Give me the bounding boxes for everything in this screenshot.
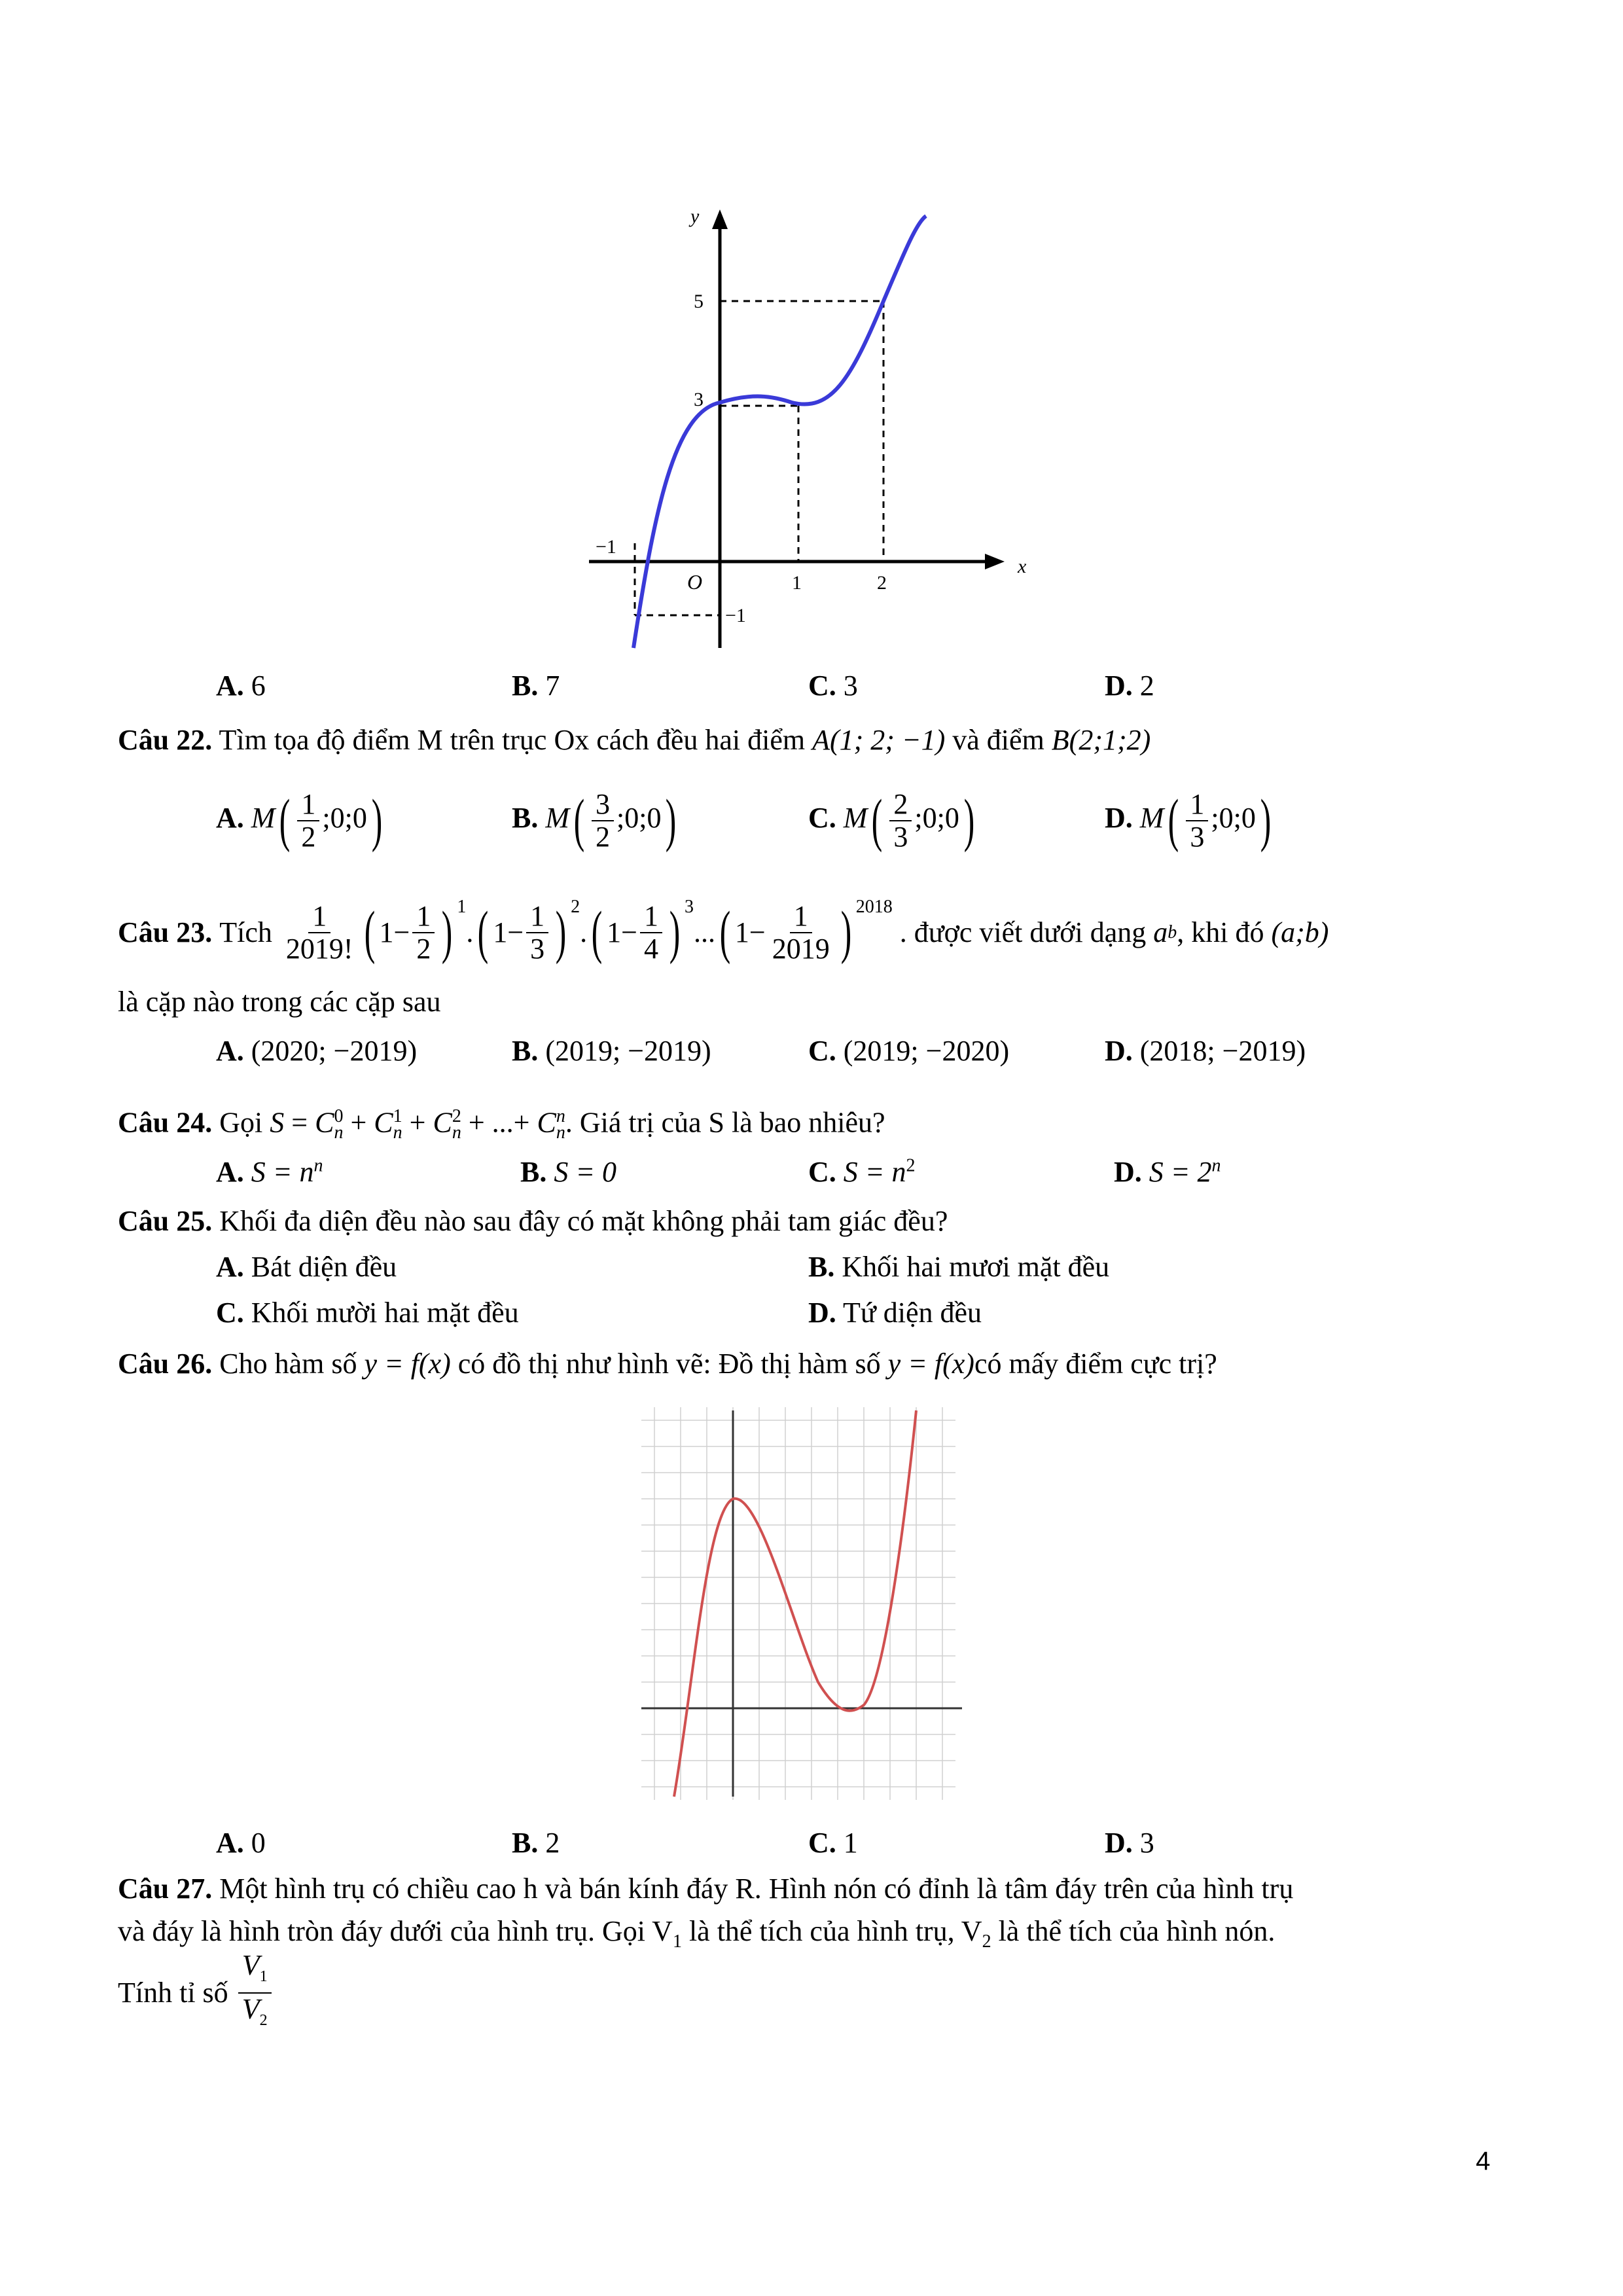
label-5: 5 xyxy=(694,291,704,312)
cubic-graph-q21 xyxy=(576,196,1060,655)
q25-option-b[interactable]: B. Khối hai mươi mặt đều xyxy=(808,1251,1110,1283)
q21-option-a[interactable]: A. 6 xyxy=(216,670,266,702)
q21-options xyxy=(0,669,1623,708)
q27-line1: Câu 27. Một hình trụ có chiều cao h và bán kính đáy R. Hình nón có đỉnh là tâm đáy trên của hình trụ xyxy=(118,1873,1294,1905)
q22-option-a[interactable]: A. M( $\frac{1}{2}$ ;0;0) xyxy=(216,788,383,853)
q24-option-c[interactable]: C. $S = n^2$ xyxy=(808,1155,916,1188)
label-y: y xyxy=(690,206,700,227)
q23-line2: là cặp nào trong các cặp sau xyxy=(118,986,441,1018)
q21-option-c[interactable]: C. 3 xyxy=(808,670,858,702)
q22-option-c[interactable]: C. M( $\frac{2}{3}$ ;0;0) xyxy=(808,788,975,853)
label-2: 2 xyxy=(877,572,887,594)
q23-question: Câu 23. Tích $\frac{1}{2019!}$ ( 1− $\frac{1}{2}$ ) 1 . ( 1− $\frac{1}{3}$ ) 2 . ( 1− $\frac{1}{4}$ ) 3 ... ( 1− $\frac{1}{2019}$ ) 2018 . được viết dưới dạng a b , khi đó (a;b) xyxy=(118,897,1329,965)
q23-option-a[interactable]: A. (2020; −2019) xyxy=(216,1035,418,1067)
q22-question: Câu 22. Tìm tọa độ điểm M trên trục Ox cách đều hai điểm A(1; 2; −1) và điểm B(2;1;2) xyxy=(118,724,1151,756)
q25-option-d[interactable]: D. Tứ diện đều xyxy=(808,1297,982,1329)
q23-options xyxy=(0,1034,1623,1073)
q25-question: Câu 25. Khối đa diện đều nào sau đây có mặt không phải tam giác đều? xyxy=(118,1205,948,1237)
q22-option-d[interactable]: D. M( $\frac{1}{3}$ ;0;0) xyxy=(1105,788,1272,853)
q26-option-a[interactable]: A. 0 xyxy=(216,1827,266,1859)
q24-option-d[interactable]: D. $S = 2^n$ xyxy=(1114,1155,1221,1188)
q24-option-a[interactable]: A. $S = n^n$ xyxy=(216,1155,323,1188)
label-neg1-y: −1 xyxy=(725,605,746,626)
label-x: x xyxy=(1018,556,1027,577)
label-origin: O xyxy=(687,570,703,594)
grid-lines xyxy=(641,1407,955,1800)
q26-question: Câu 26. Cho hàm số y = f(x) có đồ thị như hình vẽ: Đồ thị hàm số y = f(x)có mấy điểm cực trị? xyxy=(118,1348,1217,1380)
page-number: 4 xyxy=(1476,2147,1491,2176)
q23-frac-factorial: $\frac{1}{2019!}$ xyxy=(285,900,353,965)
q27-line3: Tính tỉ số $\frac{V_1}{V_2}$ xyxy=(118,1957,274,2029)
q27-line2: và đáy là hình tròn đáy dưới của hình trụ. Gọi $V_1$ là thể tích của hình trụ, $V_2$ là thể tích của hình nón. xyxy=(118,1915,1275,1952)
q26-option-d[interactable]: D. 3 xyxy=(1105,1827,1154,1859)
q24-options xyxy=(0,1155,1623,1194)
q26-option-b[interactable]: B. 2 xyxy=(512,1827,560,1859)
x-axis-arrow xyxy=(985,554,1005,569)
q23-option-c[interactable]: C. (2019; −2020) xyxy=(808,1035,1010,1067)
q25-option-a[interactable]: A. Bát diện đều xyxy=(216,1251,397,1283)
q22-option-b[interactable]: B. M( $\frac{3}{2}$ ;0;0) xyxy=(512,788,677,853)
grid-graph-q26 xyxy=(641,1407,969,1800)
y-axis-arrow xyxy=(712,209,728,229)
label-neg1-x: −1 xyxy=(596,536,616,558)
q22-options xyxy=(0,789,1623,874)
q23-option-b[interactable]: B. (2019; −2019) xyxy=(512,1035,711,1067)
q25-option-c[interactable]: C. Khối mười hai mặt đều xyxy=(216,1297,519,1329)
q26-option-c[interactable]: C. 1 xyxy=(808,1827,858,1859)
label-3: 3 xyxy=(694,389,704,410)
q21-option-d[interactable]: D. 2 xyxy=(1105,670,1154,702)
q23-option-d[interactable]: D. (2018; −2019) xyxy=(1105,1035,1306,1067)
v1-over-v2: $\frac{V_1}{V_2}$ xyxy=(238,1950,272,2036)
q26-options xyxy=(0,1826,1623,1865)
q21-option-b[interactable]: B. 7 xyxy=(512,670,560,702)
q24-question: Câu 24. Gọi $S = C^0_n + C^1_n + C^2_n$ + ...+ $C^n_n$. Giá trị của S là bao nhiêu? xyxy=(118,1106,885,1143)
label-1: 1 xyxy=(792,572,802,594)
q24-option-b[interactable]: B. S = 0 xyxy=(520,1156,617,1188)
